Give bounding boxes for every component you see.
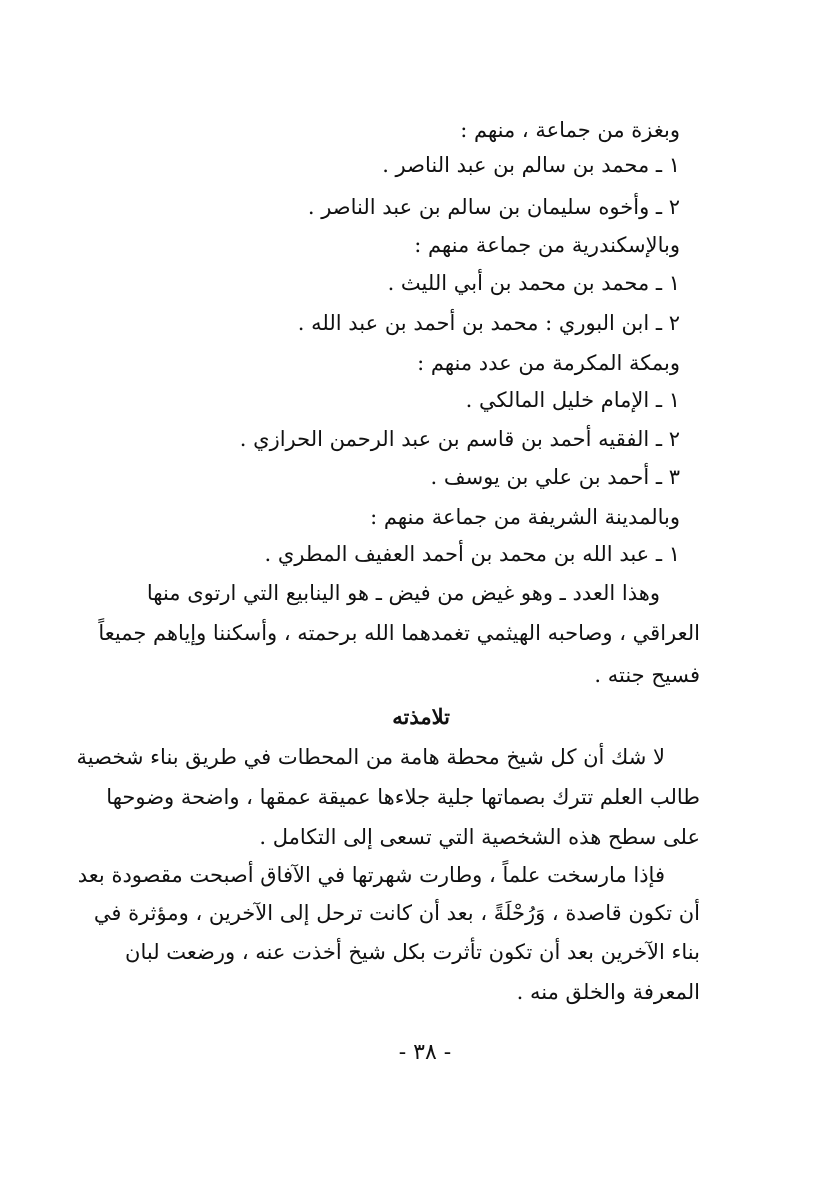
section-heading: تلامذته: [392, 704, 450, 729]
page-number: - ٣٨ -: [398, 1040, 452, 1065]
summary-line: وهذا العدد ـ وهو غيض من فيض ـ هو الينابيع التي ارتوى منها: [146, 581, 660, 605]
teachers-intro-alexandria: وبالإسكندرية من جماعة منهم :: [414, 233, 680, 257]
teachers-intro-madinah: وبالمدينة الشريفة من جماعة منهم :: [370, 505, 680, 529]
teacher-item: ١ ـ عبد الله بن محمد بن أحمد العفيف المطري .: [264, 542, 680, 566]
paragraph-1-line: لا شك أن كل شيخ محطة هامة من المحطات في طريق بناء شخصية: [76, 745, 665, 769]
paragraph-2-line: المعرفة والخلق منه .: [516, 980, 700, 1004]
paragraph-2-line: فإذا مارسخت علماً ، وطارت شهرتها في الآفاق أصبحت مقصودة بعد: [77, 863, 665, 887]
teachers-intro-gaza: وبغزة من جماعة ، منهم :: [460, 118, 680, 142]
teacher-item: ٣ ـ أحمد بن علي بن يوسف .: [430, 465, 680, 489]
summary-line: العراقي ، وصاحبه الهيثمي تغمدهما الله برحمته ، وأسكننا وإياهم جميعاً: [98, 621, 700, 645]
teacher-item: ٢ ـ ابن البوري : محمد بن أحمد بن عبد الله .: [297, 311, 680, 335]
teacher-item: ١ ـ محمد بن سالم بن عبد الناصر .: [382, 153, 680, 177]
paragraph-1-line: طالب العلم تترك بصماتها جلية جلاءها عميقة عمقها ، واضحة وضوحها: [106, 785, 700, 809]
teacher-item: ١ ـ الإمام خليل المالكي .: [465, 388, 680, 412]
paragraph-1-line: على سطح هذه الشخصية التي تسعى إلى التكامل .: [259, 825, 700, 849]
teachers-intro-makkah: وبمكة المكرمة من عدد منهم :: [417, 351, 680, 375]
teacher-item: ٢ ـ وأخوه سليمان بن سالم بن عبد الناصر .: [307, 195, 680, 219]
paragraph-2-line: بناء الآخرين بعد أن تكون تأثرت بكل شيخ أخذت عنه ، ورضعت لبان: [125, 940, 700, 964]
teacher-item: ١ ـ محمد بن محمد بن أبي الليث .: [387, 271, 680, 295]
summary-line: فسيح جنته .: [594, 663, 700, 687]
paragraph-2-line: أن تكون قاصدة ، وَرُحْلَةً ، بعد أن كانت ترحل إلى الآخرين ، ومؤثرة في: [93, 901, 700, 925]
teacher-item: ٢ ـ الفقيه أحمد بن قاسم بن عبد الرحمن الحرازي .: [239, 427, 680, 451]
